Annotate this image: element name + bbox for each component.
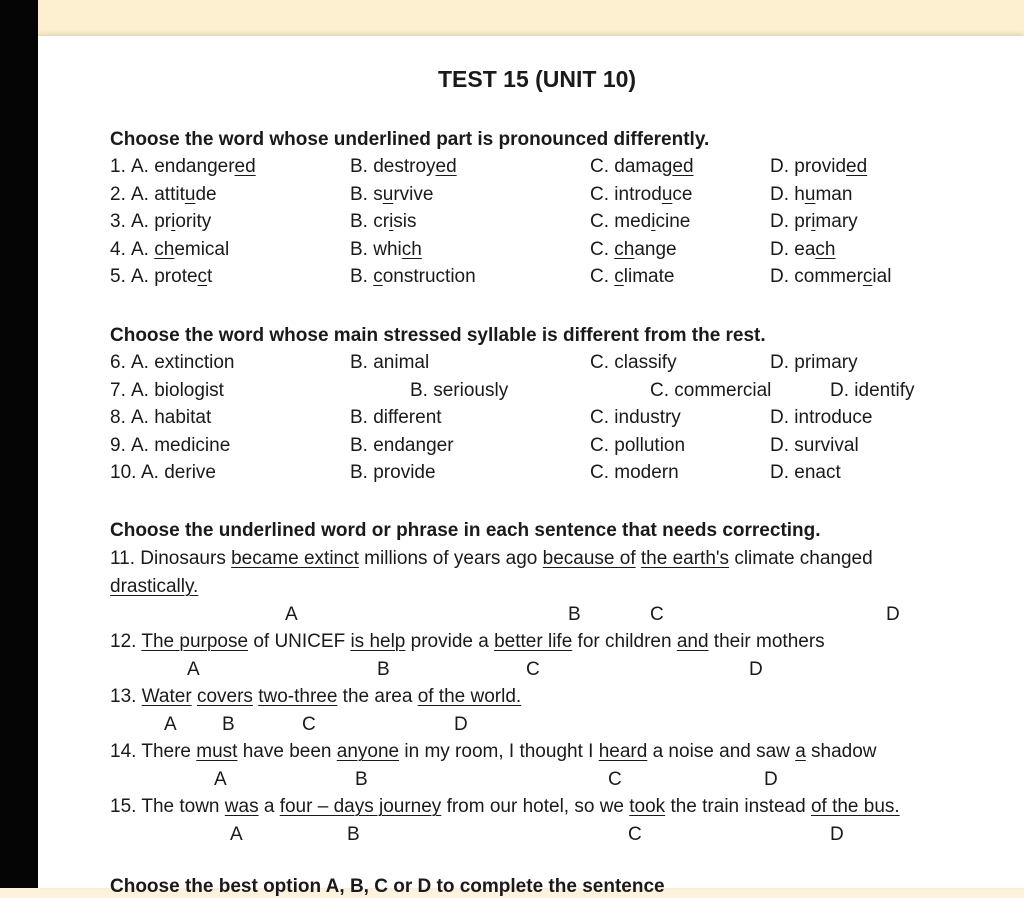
option-text: mary (815, 211, 858, 232)
option-text: ial (872, 266, 892, 287)
answer-letter-a: A (214, 769, 227, 790)
option-a (131, 156, 256, 178)
option-d (770, 184, 852, 206)
underlined-part: u (184, 184, 196, 205)
sentence-text: a noise and saw (647, 741, 796, 762)
underlined-part: c (614, 266, 624, 287)
sentence-text: 12. (110, 631, 142, 652)
underlined-phrase: anyone (336, 741, 400, 762)
option-a (131, 184, 217, 206)
underlined-phrase: and (676, 631, 709, 652)
underlined-phrase: covers (196, 686, 253, 707)
option-c (590, 156, 694, 178)
sentence-text: the train instead (665, 796, 811, 817)
sentence-text: 11. Dinosaurs (110, 548, 232, 569)
answer-letter-a: A (187, 659, 200, 680)
option-text: C. (590, 239, 615, 260)
sentence-text: a (258, 796, 280, 817)
underlined-phrase: because of (542, 548, 636, 569)
option-b (350, 184, 433, 206)
underlined-part: u (382, 184, 394, 205)
option-d (770, 211, 858, 233)
option-b: B. seriously (410, 380, 509, 401)
underlined-phrase: drastically. (110, 576, 199, 597)
error-sentence (110, 548, 873, 570)
sentence-text: in my room, I thought I (399, 741, 599, 762)
option-a (131, 239, 229, 261)
option-text: B. cr (350, 211, 390, 232)
section-heading-stress: Choose the word whose main stressed syllable is different from the rest. (110, 325, 766, 346)
option-text: ce (672, 184, 693, 205)
option-b: B. endanger (350, 435, 454, 456)
option-d (770, 266, 891, 288)
underlined-part: ch (614, 239, 635, 260)
option-text: A. endanger (131, 156, 235, 177)
question-number: 7. (110, 380, 126, 401)
question-number: 4. (110, 239, 126, 260)
option-d: D. survival (770, 435, 859, 456)
question-number: 3. (110, 211, 126, 232)
option-d: D. identify (830, 380, 915, 401)
underlined-part: ed (846, 156, 868, 177)
answer-letter-a: A (285, 604, 298, 625)
section-heading-pronunciation: Choose the word whose underlined part is pronounced differently. (110, 129, 710, 150)
underlined-part: ch (154, 239, 175, 260)
error-sentence (110, 686, 521, 708)
option-text: ority (175, 211, 212, 232)
option-text: A. (131, 239, 155, 260)
underlined-phrase: was (224, 796, 259, 817)
underlined-part: ed (672, 156, 694, 177)
option-text: t (207, 266, 213, 287)
option-text: C. introd (590, 184, 662, 205)
answer-letter-c: C (302, 714, 316, 735)
question-number: 9. (110, 435, 126, 456)
option-b: B. different (350, 407, 442, 428)
underlined-part: ch (815, 239, 836, 260)
option-a: A. habitat (131, 407, 212, 428)
top-page-edge (38, 0, 1024, 36)
question-number: 8. (110, 407, 126, 428)
answer-letter-b: B (377, 659, 390, 680)
answer-letter-d: D (454, 714, 468, 735)
option-b (350, 156, 457, 178)
option-a: A. extinction (131, 352, 235, 373)
underlined-phrase: took (629, 796, 666, 817)
underlined-part: i (389, 211, 394, 232)
section-heading-correction: Choose the underlined word or phrase in each sentence that needs correcting. (110, 520, 821, 541)
option-c: C. commercial (650, 380, 772, 401)
option-text: B. (350, 266, 374, 287)
sentence-text: of UNICEF (248, 631, 351, 652)
option-text: A. attit (131, 184, 185, 205)
sentence-text: for children (572, 631, 677, 652)
answer-letter-c: C (608, 769, 622, 790)
answer-letter-a: A (164, 714, 177, 735)
underlined-part: c (197, 266, 208, 287)
answer-letter-b: B (568, 604, 581, 625)
answer-letter-c: C (650, 604, 664, 625)
underlined-phrase: heard (598, 741, 648, 762)
question-number: 10. (110, 462, 137, 483)
question-number: 1. (110, 156, 126, 177)
option-d: D. enact (770, 462, 841, 483)
option-a: A. biologist (131, 380, 224, 401)
option-c: C. industry (590, 407, 681, 428)
sentence-text: 15. The town (110, 796, 225, 817)
sentence-text: millions of years ago (358, 548, 543, 569)
next-section-heading-cutoff: Choose the best option A, B, C or D to complete the sentence (110, 876, 665, 897)
sentence-text: climate changed (729, 548, 873, 569)
answer-letter-d: D (886, 604, 900, 625)
underlined-phrase: two-three (258, 686, 338, 707)
sentence-text: provide a (405, 631, 495, 652)
option-b (350, 211, 417, 233)
option-text: D. ea (770, 239, 816, 260)
left-dark-edge (0, 0, 38, 888)
option-d (770, 156, 867, 178)
answer-letter-c: C (628, 824, 642, 845)
underlined-part: c (862, 266, 873, 287)
answer-letter-a: A (230, 824, 243, 845)
option-c: C. pollution (590, 435, 686, 456)
option-text: onstruction (382, 266, 476, 287)
sentence-text: shadow (805, 741, 877, 762)
option-c (590, 239, 677, 261)
option-c (590, 184, 692, 206)
question-number: 2. (110, 184, 126, 205)
option-text: D. pr (770, 211, 812, 232)
option-text: A. pr (131, 211, 172, 232)
option-a: A. derive (141, 462, 216, 483)
underlined-phrase: is help (350, 631, 406, 652)
sentence-text: have been (237, 741, 337, 762)
option-text: rvive (393, 184, 434, 205)
sentence-text: from our hotel, so we (441, 796, 630, 817)
option-text: D. h (770, 184, 805, 205)
underlined-phrase: of the bus. (810, 796, 900, 817)
option-d (770, 239, 836, 261)
option-c (590, 211, 690, 233)
underlined-phrase: four – days journey (279, 796, 442, 817)
answer-letter-b: B (355, 769, 368, 790)
underlined-phrase: became extinct (231, 548, 359, 569)
answer-letter-d: D (830, 824, 844, 845)
underlined-part: i (171, 211, 176, 232)
underlined-part: ch (401, 239, 422, 260)
underlined-part: i (651, 211, 656, 232)
option-text: emical (174, 239, 230, 260)
option-text: A. prote (131, 266, 198, 287)
option-d: D. introduce (770, 407, 873, 428)
sentence-text: 13. (110, 686, 142, 707)
option-text: cine (655, 211, 691, 232)
question-number: 6. (110, 352, 126, 373)
option-b (350, 239, 422, 261)
error-sentence (110, 741, 877, 763)
option-text: D. provid (770, 156, 847, 177)
option-text: ange (634, 239, 677, 260)
answer-letter-b: B (347, 824, 360, 845)
underlined-part: u (804, 184, 816, 205)
sentence-text: 14. There (110, 741, 197, 762)
option-text: de (195, 184, 217, 205)
option-text: sis (393, 211, 417, 232)
option-text: C. damag (590, 156, 673, 177)
sentence-text: their mothers (708, 631, 825, 652)
underlined-part: c (373, 266, 383, 287)
option-d: D. primary (770, 352, 858, 373)
option-text: limate (623, 266, 675, 287)
answer-letter-c: C (526, 659, 540, 680)
question-number: 5. (110, 266, 126, 287)
option-c: C. classify (590, 352, 677, 373)
underlined-phrase: of the world. (417, 686, 522, 707)
underlined-part: ed (435, 156, 457, 177)
option-text: D. commer (770, 266, 863, 287)
sentence-text: the area (337, 686, 418, 707)
option-b (350, 266, 476, 288)
option-text: C. med (590, 211, 652, 232)
error-sentence (110, 796, 900, 818)
answer-letter-d: D (749, 659, 763, 680)
option-text: B. whi (350, 239, 402, 260)
option-text: B. s (350, 184, 383, 205)
option-c (590, 266, 674, 288)
option-text: B. destroy (350, 156, 436, 177)
underlined-phrase: must (196, 741, 238, 762)
answer-letter-d: D (764, 769, 778, 790)
option-text: man (815, 184, 853, 205)
error-sentence (110, 631, 825, 653)
underlined-part: u (661, 184, 673, 205)
answer-letter-b: B (222, 714, 235, 735)
underlined-phrase: the earth's (640, 548, 730, 569)
option-c: C. modern (590, 462, 679, 483)
underlined-phrase: better life (494, 631, 573, 652)
underlined-phrase: Water (141, 686, 192, 707)
option-a: A. medicine (131, 435, 231, 456)
page-title: TEST 15 (UNIT 10) (438, 66, 637, 92)
option-text: C. (590, 266, 615, 287)
option-a (131, 266, 212, 288)
underlined-phrase: a (795, 741, 806, 762)
option-a (131, 211, 211, 233)
underlined-part: i (811, 211, 816, 232)
underlined-part: ed (234, 156, 256, 177)
underlined-phrase: The purpose (141, 631, 249, 652)
option-b: B. provide (350, 462, 436, 483)
sentence-continuation (110, 576, 198, 598)
option-b: B. animal (350, 352, 430, 373)
